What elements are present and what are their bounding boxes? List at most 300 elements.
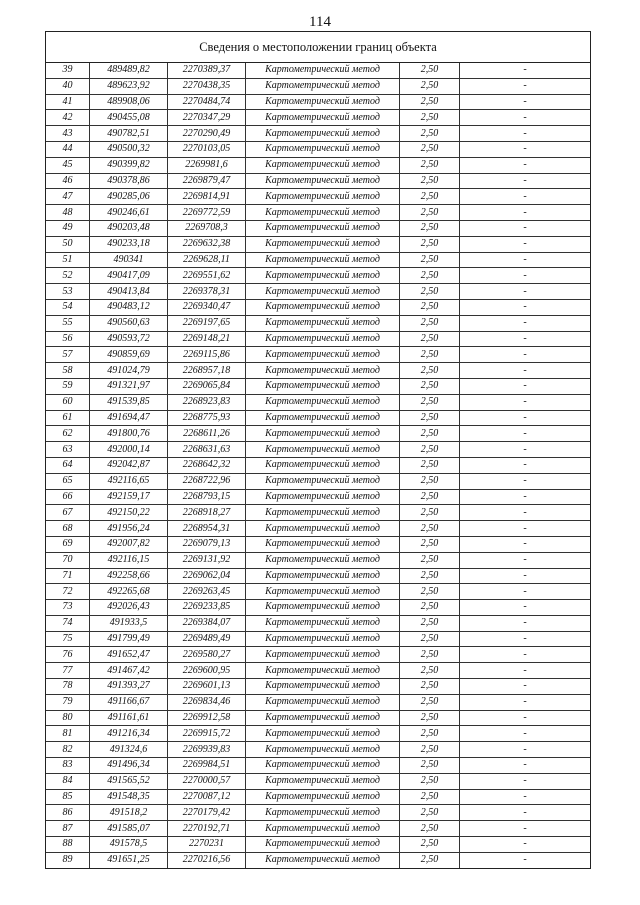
point-number-cell: 55: [46, 315, 90, 331]
coord-y-cell: 2268775,93: [168, 410, 246, 426]
coord-x-cell: 490859,69: [90, 347, 168, 363]
table-row: [46, 789, 590, 805]
table-row: [46, 805, 590, 821]
accuracy-cell: 2,50: [400, 758, 460, 774]
coord-x-cell: 490500,32: [90, 141, 168, 157]
point-number-cell: 80: [46, 710, 90, 726]
note-cell: -: [460, 315, 591, 331]
coord-x-cell: 491216,34: [90, 726, 168, 742]
table-row: [46, 173, 590, 189]
coord-x-cell: 491467,42: [90, 663, 168, 679]
coord-x-cell: 492116,65: [90, 473, 168, 489]
point-number-cell: 88: [46, 837, 90, 853]
accuracy-cell: 2,50: [400, 378, 460, 394]
table-row: [46, 568, 590, 584]
point-number-cell: 72: [46, 584, 90, 600]
note-cell: -: [460, 758, 591, 774]
table-row: [46, 773, 590, 789]
coord-y-cell: 2270290,49: [168, 126, 246, 142]
method-cell: Картометрический метод: [246, 363, 400, 379]
note-cell: -: [460, 805, 591, 821]
coord-x-cell: 490285,06: [90, 189, 168, 205]
coord-x-cell: 492116,15: [90, 552, 168, 568]
method-cell: Картометрический метод: [246, 473, 400, 489]
accuracy-cell: 2,50: [400, 631, 460, 647]
note-cell: -: [460, 110, 591, 126]
accuracy-cell: 2,50: [400, 726, 460, 742]
point-number-cell: 40: [46, 78, 90, 94]
point-number-cell: 71: [46, 568, 90, 584]
note-cell: -: [460, 157, 591, 173]
coord-y-cell: 2270438,35: [168, 78, 246, 94]
accuracy-cell: 2,50: [400, 647, 460, 663]
point-number-cell: 68: [46, 521, 90, 537]
coord-x-cell: 491933,5: [90, 615, 168, 631]
coord-x-cell: 492000,14: [90, 442, 168, 458]
point-number-cell: 43: [46, 126, 90, 142]
table-row: [46, 426, 590, 442]
accuracy-cell: 2,50: [400, 315, 460, 331]
coord-x-cell: 490782,51: [90, 126, 168, 142]
coord-y-cell: 2270216,56: [168, 852, 246, 867]
coord-y-cell: 2269340,47: [168, 299, 246, 315]
note-cell: -: [460, 710, 591, 726]
note-cell: -: [460, 600, 591, 616]
table-row: [46, 647, 590, 663]
accuracy-cell: 2,50: [400, 220, 460, 236]
note-cell: -: [460, 742, 591, 758]
coord-x-cell: 492258,66: [90, 568, 168, 584]
note-cell: -: [460, 141, 591, 157]
accuracy-cell: 2,50: [400, 584, 460, 600]
accuracy-cell: 2,50: [400, 268, 460, 284]
table-row: [46, 615, 590, 631]
accuracy-cell: 2,50: [400, 126, 460, 142]
coord-y-cell: 2269079,13: [168, 536, 246, 552]
table-row: [46, 268, 590, 284]
method-cell: Картометрический метод: [246, 189, 400, 205]
coord-x-cell: 491800,76: [90, 426, 168, 442]
coord-x-cell: 491578,5: [90, 837, 168, 853]
method-cell: Картометрический метод: [246, 252, 400, 268]
table-row: [46, 315, 590, 331]
point-number-cell: 54: [46, 299, 90, 315]
method-cell: Картометрический метод: [246, 141, 400, 157]
accuracy-cell: 2,50: [400, 173, 460, 189]
table-row: [46, 694, 590, 710]
point-number-cell: 83: [46, 758, 90, 774]
method-cell: Картометрический метод: [246, 694, 400, 710]
accuracy-cell: 2,50: [400, 694, 460, 710]
method-cell: Картометрический метод: [246, 173, 400, 189]
note-cell: -: [460, 521, 591, 537]
table-row: [46, 220, 590, 236]
table-row: [46, 236, 590, 252]
table-row: [46, 726, 590, 742]
table-row: [46, 331, 590, 347]
table-row: [46, 505, 590, 521]
coord-y-cell: 2269879,47: [168, 173, 246, 189]
coord-x-cell: 490455,08: [90, 110, 168, 126]
method-cell: Картометрический метод: [246, 647, 400, 663]
coord-x-cell: 491324,6: [90, 742, 168, 758]
coord-x-cell: 492026,43: [90, 600, 168, 616]
coord-y-cell: 2269489,49: [168, 631, 246, 647]
note-cell: -: [460, 552, 591, 568]
accuracy-cell: 2,50: [400, 742, 460, 758]
accuracy-cell: 2,50: [400, 473, 460, 489]
accuracy-cell: 2,50: [400, 110, 460, 126]
accuracy-cell: 2,50: [400, 442, 460, 458]
accuracy-cell: 2,50: [400, 331, 460, 347]
coord-x-cell: 491496,34: [90, 758, 168, 774]
coord-y-cell: 2270484,74: [168, 94, 246, 110]
accuracy-cell: 2,50: [400, 236, 460, 252]
table-row: [46, 284, 590, 300]
table-row: [46, 473, 590, 489]
accuracy-cell: 2,50: [400, 394, 460, 410]
note-cell: -: [460, 378, 591, 394]
coord-y-cell: 2269772,59: [168, 205, 246, 221]
method-cell: Картометрический метод: [246, 236, 400, 252]
note-cell: -: [460, 126, 591, 142]
coord-y-cell: 2270087,12: [168, 789, 246, 805]
note-cell: -: [460, 584, 591, 600]
table-row: [46, 521, 590, 537]
note-cell: -: [460, 789, 591, 805]
note-cell: -: [460, 189, 591, 205]
point-number-cell: 77: [46, 663, 90, 679]
accuracy-cell: 2,50: [400, 363, 460, 379]
accuracy-cell: 2,50: [400, 505, 460, 521]
accuracy-cell: 2,50: [400, 852, 460, 867]
point-number-cell: 50: [46, 236, 90, 252]
coord-y-cell: 2269814,91: [168, 189, 246, 205]
method-cell: Картометрический метод: [246, 742, 400, 758]
note-cell: -: [460, 679, 591, 695]
coord-y-cell: 2268923,83: [168, 394, 246, 410]
method-cell: Картометрический метод: [246, 347, 400, 363]
coord-x-cell: 490399,82: [90, 157, 168, 173]
method-cell: Картометрический метод: [246, 552, 400, 568]
point-number-cell: 63: [46, 442, 90, 458]
method-cell: Картометрический метод: [246, 378, 400, 394]
method-cell: Картометрический метод: [246, 284, 400, 300]
method-cell: Картометрический метод: [246, 505, 400, 521]
coord-x-cell: 489908,06: [90, 94, 168, 110]
accuracy-cell: 2,50: [400, 347, 460, 363]
method-cell: Картометрический метод: [246, 726, 400, 742]
table-row: [46, 663, 590, 679]
coord-y-cell: 2270000,57: [168, 773, 246, 789]
note-cell: -: [460, 220, 591, 236]
note-cell: -: [460, 410, 591, 426]
coord-y-cell: 2269378,31: [168, 284, 246, 300]
accuracy-cell: 2,50: [400, 410, 460, 426]
method-cell: Картометрический метод: [246, 426, 400, 442]
coord-y-cell: 2269601,13: [168, 679, 246, 695]
point-number-cell: 86: [46, 805, 90, 821]
accuracy-cell: 2,50: [400, 521, 460, 537]
point-number-cell: 61: [46, 410, 90, 426]
note-cell: -: [460, 631, 591, 647]
accuracy-cell: 2,50: [400, 157, 460, 173]
coord-x-cell: 490341: [90, 252, 168, 268]
accuracy-cell: 2,50: [400, 789, 460, 805]
point-number-cell: 58: [46, 363, 90, 379]
coord-x-cell: 491694,47: [90, 410, 168, 426]
accuracy-cell: 2,50: [400, 805, 460, 821]
coord-y-cell: 2269939,83: [168, 742, 246, 758]
note-cell: -: [460, 426, 591, 442]
point-number-cell: 79: [46, 694, 90, 710]
coord-x-cell: 490417,09: [90, 268, 168, 284]
point-number-cell: 46: [46, 173, 90, 189]
table-row: [46, 552, 590, 568]
note-cell: -: [460, 268, 591, 284]
method-cell: Картометрический метод: [246, 331, 400, 347]
table-row: [46, 378, 590, 394]
accuracy-cell: 2,50: [400, 489, 460, 505]
note-cell: -: [460, 299, 591, 315]
method-cell: Картометрический метод: [246, 315, 400, 331]
table-row: [46, 189, 590, 205]
method-cell: Картометрический метод: [246, 489, 400, 505]
coord-y-cell: 2268611,26: [168, 426, 246, 442]
table-row: [46, 363, 590, 379]
coord-y-cell: 2269632,38: [168, 236, 246, 252]
accuracy-cell: 2,50: [400, 189, 460, 205]
table-row: [46, 457, 590, 473]
method-cell: Картометрический метод: [246, 679, 400, 695]
method-cell: Картометрический метод: [246, 110, 400, 126]
table-row: [46, 710, 590, 726]
coordinates-table-body: [46, 63, 590, 868]
coord-y-cell: 2269131,92: [168, 552, 246, 568]
coord-x-cell: 491539,85: [90, 394, 168, 410]
table-row: [46, 94, 590, 110]
coord-y-cell: 2269984,51: [168, 758, 246, 774]
table-row: [46, 852, 590, 867]
coord-y-cell: 2268631,63: [168, 442, 246, 458]
method-cell: Картометрический метод: [246, 410, 400, 426]
point-number-cell: 45: [46, 157, 90, 173]
table-row: [46, 63, 590, 78]
accuracy-cell: 2,50: [400, 663, 460, 679]
point-number-cell: 41: [46, 94, 90, 110]
point-number-cell: 51: [46, 252, 90, 268]
method-cell: Картометрический метод: [246, 631, 400, 647]
coord-x-cell: 490246,61: [90, 205, 168, 221]
table-row: [46, 205, 590, 221]
table-row: [46, 600, 590, 616]
accuracy-cell: 2,50: [400, 552, 460, 568]
point-number-cell: 84: [46, 773, 90, 789]
coord-x-cell: 491393,27: [90, 679, 168, 695]
coord-x-cell: 491548,35: [90, 789, 168, 805]
note-cell: -: [460, 94, 591, 110]
method-cell: Картометрический метод: [246, 457, 400, 473]
coord-x-cell: 492007,82: [90, 536, 168, 552]
table-row: [46, 821, 590, 837]
coord-y-cell: 2269551,62: [168, 268, 246, 284]
coord-x-cell: 490378,86: [90, 173, 168, 189]
coord-x-cell: 490483,12: [90, 299, 168, 315]
note-cell: -: [460, 394, 591, 410]
table-row: [46, 252, 590, 268]
note-cell: -: [523, 854, 527, 866]
note-cell: -: [460, 821, 591, 837]
table-row: [46, 394, 590, 410]
accuracy-cell: 2,50: [400, 710, 460, 726]
note-cell: -: [460, 473, 591, 489]
method-cell: Картометрический метод: [246, 837, 400, 853]
coord-x-cell: 491321,97: [90, 378, 168, 394]
coord-y-cell: 2270192,71: [168, 821, 246, 837]
coord-x-cell: 492150,22: [90, 505, 168, 521]
coord-y-cell: 2268918,27: [168, 505, 246, 521]
accuracy-cell: 2,50: [400, 78, 460, 94]
coord-y-cell: 2268722,96: [168, 473, 246, 489]
coord-y-cell: 2269384,07: [168, 615, 246, 631]
note-cell: -: [460, 837, 591, 853]
coord-y-cell: 2270347,29: [168, 110, 246, 126]
accuracy-cell: 2,50: [400, 773, 460, 789]
table-row: [46, 410, 590, 426]
coord-y-cell: 2269263,45: [168, 584, 246, 600]
method-cell: Картометрический метод: [246, 773, 400, 789]
coord-y-cell: 2269148,21: [168, 331, 246, 347]
coord-y-cell: 2269915,72: [168, 726, 246, 742]
note-cell: -: [460, 489, 591, 505]
table-row: [46, 679, 590, 695]
coord-x-cell: 490233,18: [90, 236, 168, 252]
coord-x-cell: 491651,25: [90, 852, 168, 867]
point-number-cell: 48: [46, 205, 90, 221]
coord-x-cell: 492042,87: [90, 457, 168, 473]
note-cell: -: [460, 694, 591, 710]
method-cell: Картометрический метод: [246, 600, 400, 616]
accuracy-cell: 2,50: [400, 205, 460, 221]
sheet-title: Сведения о местоположении границ объекта: [46, 32, 590, 63]
table-row: [46, 442, 590, 458]
method-cell: Картометрический метод: [246, 442, 400, 458]
method-cell: Картометрический метод: [246, 63, 400, 78]
accuracy-cell: 2,50: [400, 615, 460, 631]
table-row: [46, 347, 590, 363]
point-number-cell: 87: [46, 821, 90, 837]
method-cell: Картометрический метод: [246, 157, 400, 173]
point-number-cell: 52: [46, 268, 90, 284]
coord-y-cell: 2269912,58: [168, 710, 246, 726]
method-cell: Картометрический метод: [246, 94, 400, 110]
method-cell: Картометрический метод: [246, 205, 400, 221]
note-cell: -: [460, 647, 591, 663]
coord-y-cell: 2270389,37: [168, 63, 246, 78]
coord-y-cell: 2269233,85: [168, 600, 246, 616]
table-row: [46, 584, 590, 600]
point-number-cell: 70: [46, 552, 90, 568]
point-number-cell: 57: [46, 347, 90, 363]
coord-y-cell: 2269981,6: [168, 157, 246, 173]
note-cell: -: [460, 505, 591, 521]
point-number-cell: 75: [46, 631, 90, 647]
note-cell: -: [460, 663, 591, 679]
coord-x-cell: 492159,17: [90, 489, 168, 505]
table-row: [46, 489, 590, 505]
table-row: [46, 78, 590, 94]
table-row: [46, 837, 590, 853]
coordinates-table: [46, 63, 590, 868]
accuracy-cell: 2,50: [400, 63, 460, 78]
method-cell: Картометрический метод: [246, 126, 400, 142]
accuracy-cell: 2,50: [400, 837, 460, 853]
coord-x-cell: 491585,07: [90, 821, 168, 837]
accuracy-cell: 2,50: [400, 821, 460, 837]
accuracy-cell: 2,50: [400, 141, 460, 157]
coord-y-cell: 2268642,32: [168, 457, 246, 473]
method-cell: Картометрический метод: [246, 568, 400, 584]
coord-y-cell: 2270103,05: [168, 141, 246, 157]
point-number-cell: 89: [46, 852, 90, 867]
method-cell: Картометрический метод: [246, 521, 400, 537]
table-row: [46, 536, 590, 552]
method-cell: Картометрический метод: [246, 663, 400, 679]
table-row: [46, 742, 590, 758]
method-cell: Картометрический метод: [246, 758, 400, 774]
point-number-cell: 56: [46, 331, 90, 347]
coord-x-cell: 491799,49: [90, 631, 168, 647]
point-number-cell: 76: [46, 647, 90, 663]
point-number-cell: 65: [46, 473, 90, 489]
method-cell: Картометрический метод: [246, 536, 400, 552]
method-cell: Картометрический метод: [246, 78, 400, 94]
accuracy-cell: 2,50: [400, 679, 460, 695]
method-cell: Картометрический метод: [246, 268, 400, 284]
table-row: [46, 631, 590, 647]
note-cell: -: [460, 252, 591, 268]
accuracy-cell: 2,50: [400, 568, 460, 584]
coord-x-cell: 491161,61: [90, 710, 168, 726]
note-cell: -: [460, 536, 591, 552]
accuracy-cell: 2,50: [400, 426, 460, 442]
coord-y-cell: 2269065,84: [168, 378, 246, 394]
coord-x-cell: 491565,52: [90, 773, 168, 789]
accuracy-cell: 2,50: [400, 457, 460, 473]
accuracy-cell: 2,50: [400, 600, 460, 616]
note-cell: -: [460, 347, 591, 363]
point-number-cell: 81: [46, 726, 90, 742]
note-cell: -: [460, 78, 591, 94]
point-number-cell: 53: [46, 284, 90, 300]
coord-y-cell: 2268954,31: [168, 521, 246, 537]
note-cell: -: [460, 726, 591, 742]
table-row: [46, 299, 590, 315]
note-cell: -: [460, 173, 591, 189]
coord-x-cell: 491166,67: [90, 694, 168, 710]
coord-x-cell: 490593,72: [90, 331, 168, 347]
point-number-cell: 69: [46, 536, 90, 552]
point-number-cell: 67: [46, 505, 90, 521]
note-cell: -: [460, 63, 591, 78]
coord-y-cell: 2269115,86: [168, 347, 246, 363]
coord-y-cell: 2269197,65: [168, 315, 246, 331]
coord-y-cell: 2269834,46: [168, 694, 246, 710]
point-number-cell: 59: [46, 378, 90, 394]
note-cell: -: [460, 363, 591, 379]
method-cell: Картометрический метод: [246, 710, 400, 726]
boundary-sheet: [45, 31, 591, 869]
